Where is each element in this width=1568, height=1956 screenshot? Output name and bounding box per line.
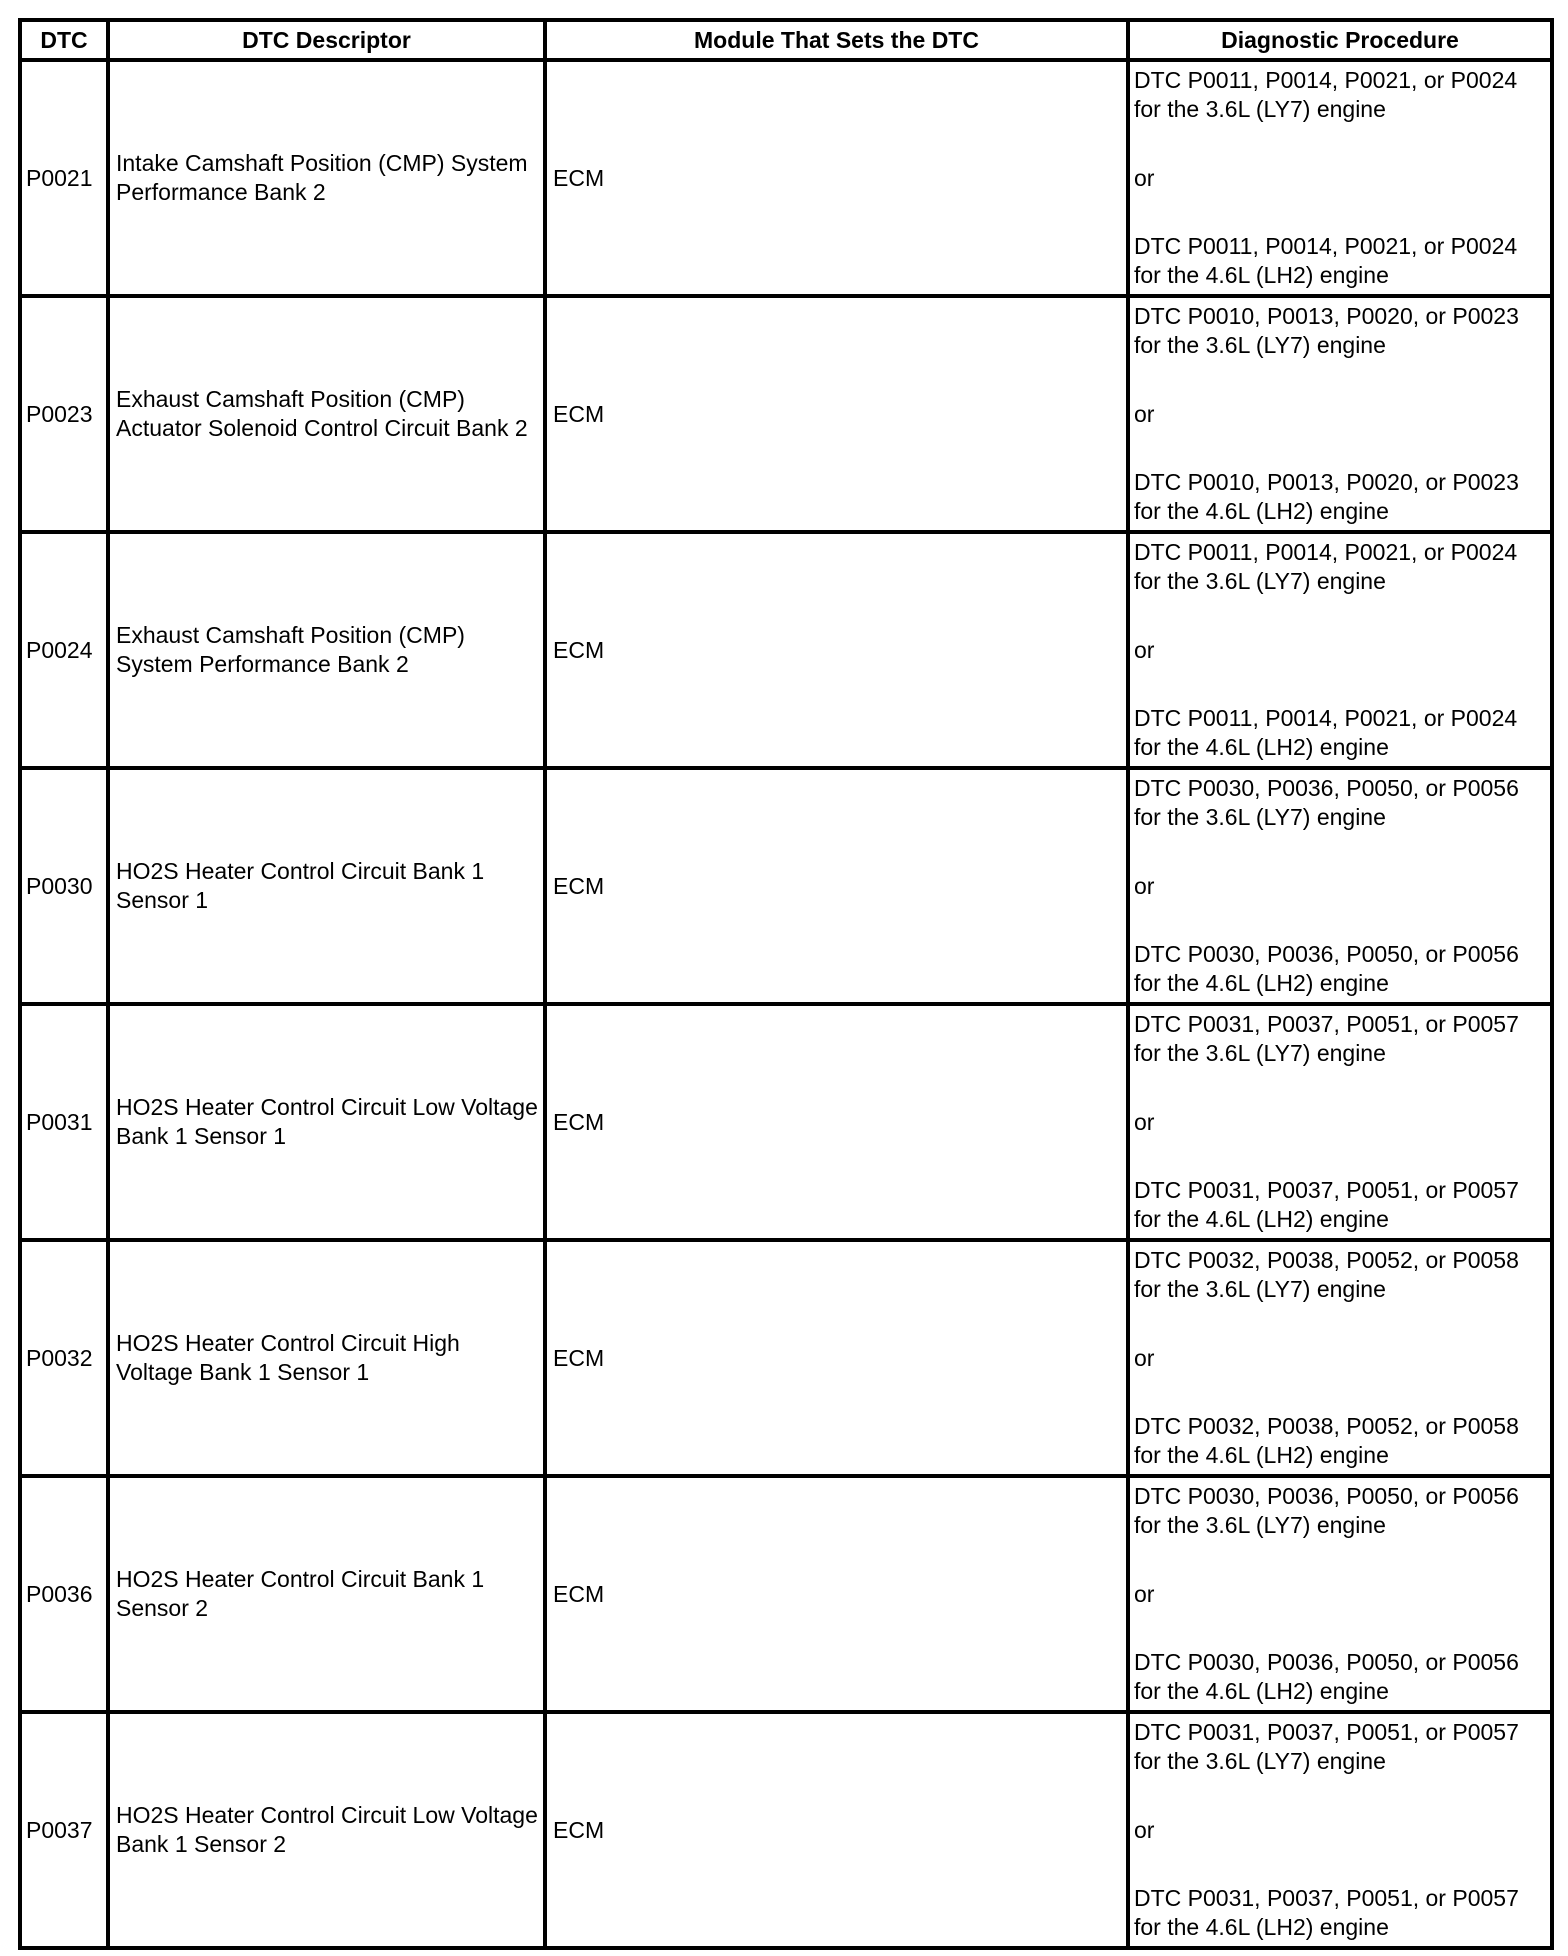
dtc-descriptor: Intake Camshaft Position (CMP) System Performance Bank 2 (108, 60, 545, 296)
procedure-link-lh2[interactable]: DTC P0010, P0013, P0020, or P0023 for the 4.6L (LH2) engine (1134, 469, 1519, 524)
dtc-code: P0023 (20, 296, 108, 532)
dtc-descriptor: HO2S Heater Control Circuit Bank 1 Sensor 2 (108, 1476, 545, 1712)
procedure-link-lh2[interactable]: DTC P0030, P0036, P0050, or P0056 for the 4.6L (LH2) engine (1134, 1649, 1519, 1704)
dtc-code: P0021 (20, 60, 108, 296)
dtc-module: ECM (545, 1476, 1128, 1712)
dtc-module: ECM (545, 1240, 1128, 1476)
dtc-descriptor: Exhaust Camshaft Position (CMP) Actuator Solenoid Control Circuit Bank 2 (108, 296, 545, 532)
dtc-code: P0024 (20, 532, 108, 768)
table-row (20, 768, 1552, 1004)
header-dtc: DTC (20, 20, 108, 60)
dtc-descriptor: HO2S Heater Control Circuit Bank 1 Sensor 1 (108, 768, 545, 1004)
diagnostic-procedure (1128, 1004, 1552, 1240)
procedure-link-lh2[interactable]: DTC P0011, P0014, P0021, or P0024 for the 4.6L (LH2) engine (1134, 233, 1518, 288)
procedure-link-lh2[interactable]: DTC P0031, P0037, P0051, or P0057 for the 4.6L (LH2) engine (1134, 1885, 1519, 1940)
procedure-link-lh2[interactable]: DTC P0011, P0014, P0021, or P0024 for the 4.6L (LH2) engine (1134, 705, 1518, 760)
diagnostic-procedure (1128, 296, 1552, 532)
procedure-or: or (1134, 400, 1155, 427)
table-row (20, 60, 1552, 296)
table-row (20, 532, 1552, 768)
diagnostic-procedure (1128, 1476, 1552, 1712)
procedure-or: or (1134, 636, 1155, 663)
procedure-link-ly7[interactable]: DTC P0010, P0013, P0020, or P0023 for the 3.6L (LY7) engine (1134, 303, 1519, 358)
dtc-descriptor: HO2S Heater Control Circuit Low Voltage Bank 1 Sensor 1 (108, 1004, 545, 1240)
procedure-link-ly7[interactable]: DTC P0030, P0036, P0050, or P0056 for the 3.6L (LY7) engine (1134, 775, 1519, 830)
dtc-module: ECM (545, 768, 1128, 1004)
procedure-or: or (1134, 1344, 1155, 1371)
procedure-link-ly7[interactable]: DTC P0030, P0036, P0050, or P0056 for the 3.6L (LY7) engine (1134, 1483, 1519, 1538)
table-row (20, 296, 1552, 532)
dtc-code: P0037 (20, 1712, 108, 1948)
procedure-link-lh2[interactable]: DTC P0031, P0037, P0051, or P0057 for the 4.6L (LH2) engine (1134, 1177, 1519, 1232)
table-row (20, 1240, 1552, 1476)
dtc-code: P0031 (20, 1004, 108, 1240)
table-row (20, 1004, 1552, 1240)
table-body (20, 60, 1552, 1948)
header-row (20, 20, 1552, 60)
procedure-or: or (1134, 872, 1155, 899)
dtc-module: ECM (545, 532, 1128, 768)
diagnostic-procedure (1128, 532, 1552, 768)
diagnostic-procedure (1128, 768, 1552, 1004)
dtc-code: P0032 (20, 1240, 108, 1476)
diagnostic-procedure (1128, 1240, 1552, 1476)
procedure-link-ly7[interactable]: DTC P0011, P0014, P0021, or P0024 for the 3.6L (LY7) engine (1134, 67, 1518, 122)
dtc-descriptor: HO2S Heater Control Circuit High Voltage Bank 1 Sensor 1 (108, 1240, 545, 1476)
header-descriptor: DTC Descriptor (108, 20, 545, 60)
dtc-module: ECM (545, 1004, 1128, 1240)
table-row (20, 1712, 1552, 1948)
header-procedure: Diagnostic Procedure (1128, 20, 1552, 60)
procedure-or: or (1134, 1108, 1155, 1135)
dtc-descriptor: HO2S Heater Control Circuit Low Voltage Bank 1 Sensor 2 (108, 1712, 545, 1948)
dtc-code: P0036 (20, 1476, 108, 1712)
procedure-link-ly7[interactable]: DTC P0032, P0038, P0052, or P0058 for the 3.6L (LY7) engine (1134, 1247, 1519, 1302)
diagnostic-procedure (1128, 60, 1552, 296)
diagnostic-procedure (1128, 1712, 1552, 1948)
dtc-table (18, 18, 1554, 1950)
dtc-descriptor: Exhaust Camshaft Position (CMP) System Performance Bank 2 (108, 532, 545, 768)
procedure-or: or (1134, 1580, 1155, 1607)
procedure-link-lh2[interactable]: DTC P0030, P0036, P0050, or P0056 for the 4.6L (LH2) engine (1134, 941, 1519, 996)
procedure-or: or (1134, 1816, 1155, 1843)
procedure-link-ly7[interactable]: DTC P0031, P0037, P0051, or P0057 for the 3.6L (LY7) engine (1134, 1719, 1519, 1774)
header-module: Module That Sets the DTC (545, 20, 1128, 60)
procedure-link-lh2[interactable]: DTC P0032, P0038, P0052, or P0058 for the 4.6L (LH2) engine (1134, 1413, 1519, 1468)
table-header (20, 20, 1552, 60)
dtc-code: P0030 (20, 768, 108, 1004)
procedure-or: or (1134, 164, 1155, 191)
procedure-link-ly7[interactable]: DTC P0011, P0014, P0021, or P0024 for the 3.6L (LY7) engine (1134, 539, 1518, 594)
dtc-module: ECM (545, 60, 1128, 296)
table-row (20, 1476, 1552, 1712)
procedure-link-ly7[interactable]: DTC P0031, P0037, P0051, or P0057 for the 3.6L (LY7) engine (1134, 1011, 1519, 1066)
dtc-module: ECM (545, 1712, 1128, 1948)
dtc-module: ECM (545, 296, 1128, 532)
